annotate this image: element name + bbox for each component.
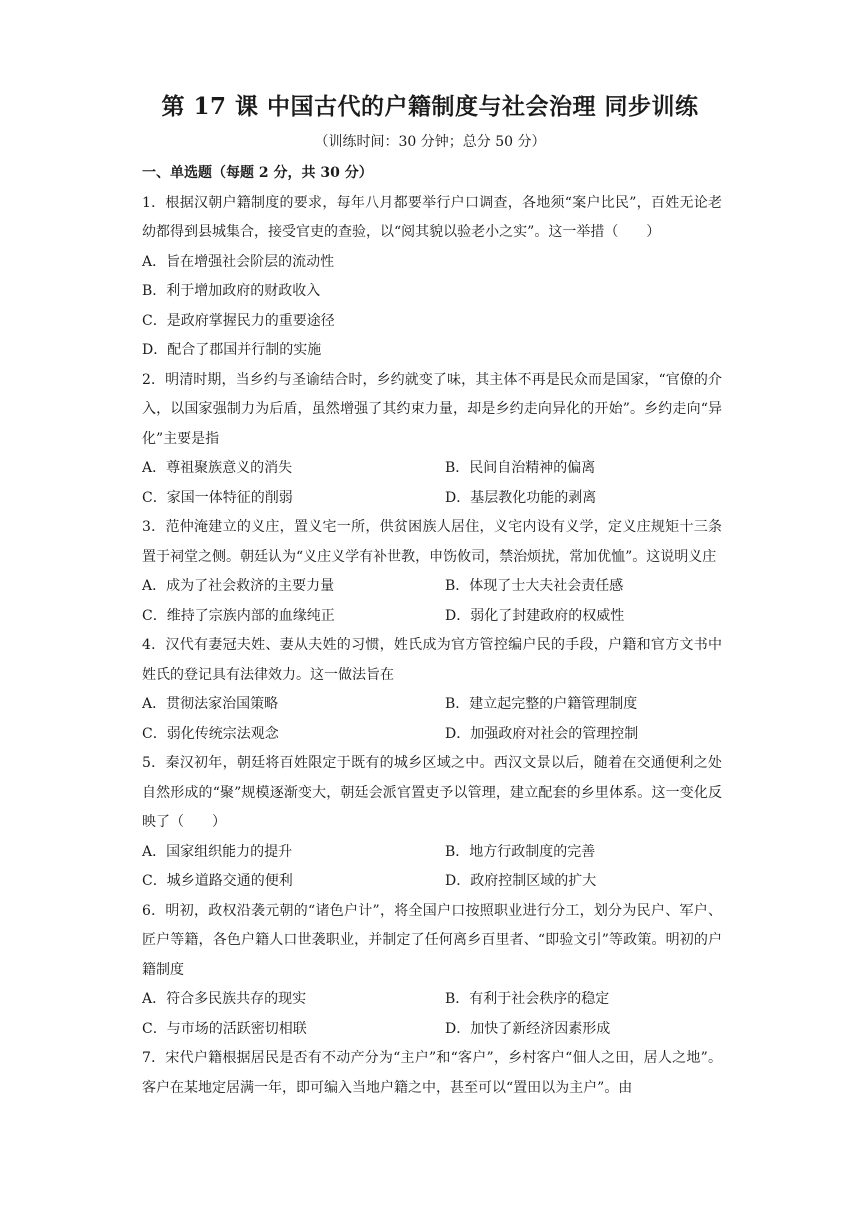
option-row [142, 985, 722, 1015]
option-row [142, 690, 722, 720]
option-c: C．弱化传统宗法观念 [142, 725, 279, 742]
question-stem: 5．秦汉初年，朝廷将百姓限定于既有的城乡区域之中。西汉文景以后，随着在交通便利之处自然形成的“聚”规模逐渐变大，朝廷会派官置吏予以管理，建立配套的乡里体系。这一变化反映了（ ） [142, 755, 722, 830]
question-6 [142, 897, 722, 1045]
option-a: A．成为了社会救济的主要力量 [142, 578, 335, 594]
option-c: C．与市场的活跃密切相联 [142, 1020, 307, 1037]
option-d: D．弱化了封建政府的权威性 [445, 607, 625, 624]
option-row [142, 867, 722, 897]
option-row [142, 484, 722, 514]
option-b: B．地方行政制度的完善 [445, 843, 596, 860]
document-body [142, 159, 722, 1103]
option-d: D．政府控制区域的扩大 [445, 873, 597, 889]
option-a: A．符合多民族共存的现实 [142, 991, 307, 1007]
question-stem: 4．汉代有妻冠夫姓、妻从夫姓的习惯，姓氏成为官方管控编户民的手段，户籍和官方文书中姓氏的登记具有法律效力。这一做法旨在 [142, 637, 722, 683]
question-4 [142, 631, 722, 749]
option-row [142, 1015, 722, 1045]
option-d: D．加强政府对社会的管理控制 [445, 725, 639, 742]
question-3 [142, 513, 722, 631]
document-subtitle: （训练时间：30 分钟；总分 50 分） [314, 134, 546, 150]
option-b: B．建立起完整的户籍管理制度 [445, 696, 638, 712]
option-row [142, 602, 722, 632]
question-7 [142, 1044, 722, 1103]
option-a: A．国家组织能力的提升 [142, 843, 293, 860]
option-row [142, 572, 722, 602]
question-2 [142, 366, 722, 514]
option-row [142, 838, 722, 868]
option-a: A．尊祖聚族意义的消失 [142, 460, 293, 476]
option-c: C．是政府掌握民力的重要途径 [142, 312, 335, 329]
option-b: B．有利于社会秩序的稳定 [445, 991, 610, 1007]
option-d: D．基层教化功能的剥离 [445, 489, 597, 506]
document-title: 第 17 课 中国古代的户籍制度与社会治理 同步训练 [161, 93, 699, 120]
option-b: B．利于增加政府的财政收入 [142, 283, 321, 299]
question-stem: 1．根据汉朝户籍制度的要求，每年八月都要举行户口调查，各地须“案户比民”，百姓无论老幼都得到县城集合，接受官吏的查验，以“阅其貌以验老小之实”。这一举措（ ） [142, 194, 722, 240]
question-stem: 6．明初，政权沿袭元朝的“诸色户计”，将全国户口按照职业进行分工，划分为民户、军户、匠户等籍，各色户籍人口世袭职业，并制定了任何离乡百里者、“即验文引”等政策。明初的户籍制度 [142, 902, 722, 978]
option-b: B．民间自治精神的偏离 [445, 460, 596, 476]
option-c: C．家国一体特征的削弱 [142, 489, 293, 506]
option-row [142, 454, 722, 484]
question-1 [142, 189, 722, 366]
section-heading: 一、单选题（每题 2 分，共 30 分） [142, 165, 373, 181]
option-d: D．加快了新经济因素形成 [445, 1020, 611, 1037]
option-c: C．城乡道路交通的便利 [142, 873, 293, 889]
option-row [142, 720, 722, 750]
option-a: A．旨在增强社会阶层的流动性 [142, 253, 335, 270]
question-stem: 3．范仲淹建立的义庄，置义宅一所，供贫困族人居住，义宅内设有义学，定义庄规矩十三条置于祠堂之侧。朝廷认为“义庄义学有补世教，申饬攸司，禁治烦扰，常加优恤”。这说明义庄 [142, 519, 722, 565]
option-b: B．体现了士大夫社会责任感 [445, 578, 624, 594]
question-stem: 2．明清时期，当乡约与圣谕结合时，乡约就变了味，其主体不再是民众而是国家，“官僚的介入，以国家强制力为后盾，虽然增强了其约束力量，却是乡约走向异化的开始”。乡约走向“异化”主要是指 [142, 371, 722, 447]
question-5 [142, 749, 722, 897]
question-stem: 7．宋代户籍根据居民是否有不动产分为“主户”和“客户”，乡村客户“佃人之田，居人之地”。客户在某地定居满一年，即可编入当地户籍之中，甚至可以“置田以为主户”。由 [142, 1050, 722, 1096]
option-c: C．维持了宗族内部的血缘纯正 [142, 607, 335, 624]
option-d: D．配合了郡国并行制的实施 [142, 342, 322, 358]
option-a: A．贯彻法家治国策略 [142, 696, 279, 712]
